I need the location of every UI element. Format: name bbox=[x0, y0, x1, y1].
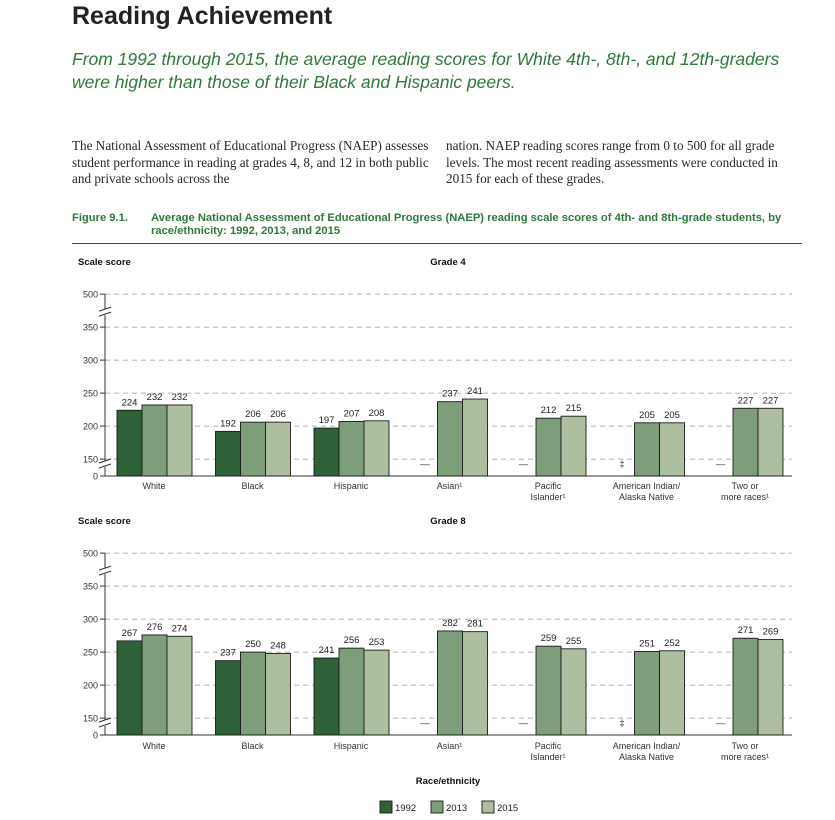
y-axis-label: Scale score bbox=[78, 516, 131, 527]
x-category-label: more races¹ bbox=[720, 492, 770, 502]
bar-2015 bbox=[561, 649, 586, 735]
x-category-label: Pacific bbox=[534, 741, 562, 751]
data-label: 241 bbox=[318, 645, 335, 657]
bar-2015 bbox=[561, 416, 586, 476]
bar-2013 bbox=[733, 408, 758, 476]
x-category-label: more races¹ bbox=[720, 752, 770, 762]
missing-data-marker: — bbox=[420, 718, 430, 729]
data-label: 227 bbox=[737, 395, 754, 407]
data-label: 259 bbox=[540, 633, 557, 645]
data-label: 212 bbox=[540, 405, 557, 417]
y-tick-label: 350 bbox=[82, 322, 98, 333]
data-label: 224 bbox=[121, 397, 138, 409]
page-title: Reading Achievement bbox=[72, 2, 333, 30]
bar-1992 bbox=[117, 410, 142, 476]
data-label: 205 bbox=[664, 409, 680, 421]
bar-1992 bbox=[216, 661, 241, 735]
y-tick-label: 0 bbox=[92, 730, 98, 741]
missing-data-marker: ‡ bbox=[619, 459, 625, 470]
y-tick-label: 150 bbox=[82, 454, 98, 465]
bar-1992 bbox=[117, 641, 142, 735]
data-label: 207 bbox=[343, 408, 360, 420]
y-tick-label: 500 bbox=[82, 289, 98, 300]
data-label: 241 bbox=[467, 386, 483, 398]
data-label: 206 bbox=[270, 409, 286, 421]
panel-title: Grade 8 bbox=[430, 516, 466, 527]
bar-2013 bbox=[635, 651, 660, 735]
data-label: 232 bbox=[146, 391, 163, 403]
legend-label: 2013 bbox=[446, 803, 468, 814]
y-tick-label: 350 bbox=[82, 581, 98, 592]
data-label: 271 bbox=[737, 625, 754, 637]
panel-title: Grade 4 bbox=[430, 257, 466, 268]
body-text-column-1: The National Assessment of Educational Progress (NAEP) assesses student performance in reading at grades 4, 8, and 12 in both public and private schools across the bbox=[72, 138, 429, 186]
missing-data-marker: — bbox=[420, 459, 430, 470]
data-label: 256 bbox=[343, 635, 360, 647]
bar-2013 bbox=[635, 423, 660, 476]
data-label: 206 bbox=[245, 409, 261, 421]
data-label: 232 bbox=[171, 391, 188, 403]
data-label: 208 bbox=[368, 407, 385, 419]
body-text-column-2: nation. NAEP reading scores range from 0 to 500 for all grade levels. The most recent reading assessments were conducted in 2015 for each of these grades. bbox=[446, 138, 778, 186]
data-label: 255 bbox=[565, 635, 582, 647]
data-label: 205 bbox=[639, 409, 655, 421]
bar-2013 bbox=[241, 422, 266, 476]
bar-2013 bbox=[241, 652, 266, 735]
x-category-label: Black bbox=[241, 481, 264, 491]
data-label: 281 bbox=[467, 618, 483, 630]
y-tick-label: 300 bbox=[82, 355, 98, 366]
missing-data-marker: — bbox=[715, 718, 726, 729]
bar-2013 bbox=[438, 402, 463, 476]
bar-1992 bbox=[216, 431, 241, 476]
bar-2013 bbox=[339, 421, 364, 476]
data-label: 250 bbox=[245, 639, 261, 651]
data-label: 248 bbox=[270, 640, 286, 652]
x-category-label: Black bbox=[241, 741, 264, 751]
data-label: 192 bbox=[220, 418, 236, 430]
y-tick-label: 150 bbox=[82, 713, 98, 724]
y-tick-label: 250 bbox=[82, 388, 98, 399]
data-label: 197 bbox=[318, 415, 335, 427]
bar-2015 bbox=[364, 421, 389, 476]
bar-2015 bbox=[167, 636, 192, 735]
missing-data-marker: — bbox=[518, 459, 529, 470]
missing-data-marker: — bbox=[715, 459, 726, 470]
y-tick-label: 200 bbox=[82, 421, 98, 432]
bar-2013 bbox=[142, 635, 167, 735]
x-category-label: Hispanic bbox=[333, 741, 369, 751]
y-axis-label: Scale score bbox=[78, 257, 131, 268]
legend-swatch-2013 bbox=[431, 801, 443, 813]
figure-title: Average National Assessment of Educational Progress (NAEP) reading scale scores of 4th- and 8th-grade students, by race/ethnicity: 1992, 2013, and 2015 bbox=[151, 212, 782, 237]
bar-2015 bbox=[167, 405, 192, 476]
y-tick-label: 300 bbox=[82, 614, 98, 625]
bar-2013 bbox=[536, 646, 561, 735]
x-category-label: American Indian/ bbox=[612, 741, 681, 751]
bar-2013 bbox=[536, 418, 561, 476]
figure-label: Figure 9.1. bbox=[72, 212, 128, 224]
bar-2015 bbox=[660, 423, 685, 476]
x-category-label: Islander¹ bbox=[530, 492, 566, 502]
bar-2015 bbox=[364, 650, 389, 735]
data-label: 215 bbox=[565, 403, 582, 415]
data-label: 276 bbox=[146, 621, 163, 633]
x-category-label: Two or bbox=[731, 741, 759, 751]
bar-2015 bbox=[660, 651, 685, 735]
bar-2015 bbox=[463, 399, 488, 476]
bar-2015 bbox=[463, 632, 488, 735]
data-label: 251 bbox=[639, 638, 655, 650]
x-category-label: Two or bbox=[731, 481, 759, 491]
bar-2013 bbox=[733, 638, 758, 735]
missing-data-marker: — bbox=[518, 718, 529, 729]
missing-data-marker: ‡ bbox=[619, 718, 625, 729]
y-tick-label: 200 bbox=[82, 680, 98, 691]
data-label: 227 bbox=[762, 395, 779, 407]
x-category-label: Alaska Native bbox=[618, 492, 675, 502]
x-category-label: Hispanic bbox=[333, 481, 369, 491]
y-tick-label: 0 bbox=[92, 471, 98, 482]
data-label: 253 bbox=[368, 637, 385, 649]
bar-2015 bbox=[758, 640, 783, 735]
x-category-label: Asian¹ bbox=[436, 481, 463, 491]
x-category-label: Alaska Native bbox=[618, 752, 675, 762]
y-tick-label: 250 bbox=[82, 647, 98, 658]
bar-1992 bbox=[314, 658, 339, 735]
x-category-label: American Indian/ bbox=[612, 481, 681, 491]
data-label: 269 bbox=[762, 626, 779, 638]
x-category-label: White bbox=[142, 481, 166, 491]
x-category-label: Asian¹ bbox=[436, 741, 463, 751]
x-axis-title: Race/ethnicity bbox=[415, 776, 481, 787]
x-category-label: Islander¹ bbox=[530, 752, 566, 762]
legend-swatch-2015 bbox=[482, 801, 494, 813]
x-category-label: Pacific bbox=[534, 481, 562, 491]
page-subtitle: From 1992 through 2015, the average reading scores for White 4th-, 8th-, and 12th-graders were higher than those of their Black and Hispanic peers. bbox=[72, 49, 780, 92]
data-label: 274 bbox=[171, 623, 188, 635]
bar-1992 bbox=[314, 428, 339, 476]
data-label: 252 bbox=[664, 637, 680, 649]
bar-2013 bbox=[339, 648, 364, 735]
bar-2015 bbox=[266, 653, 291, 735]
legend-label: 2015 bbox=[497, 803, 519, 814]
bar-2015 bbox=[758, 408, 783, 476]
legend-label: 1992 bbox=[395, 803, 417, 814]
y-tick-label: 500 bbox=[82, 548, 98, 559]
data-label: 237 bbox=[220, 647, 236, 659]
data-label: 237 bbox=[442, 388, 458, 400]
bar-2015 bbox=[266, 422, 291, 476]
legend-swatch-1992 bbox=[380, 801, 392, 813]
data-label: 282 bbox=[442, 617, 458, 629]
bar-2013 bbox=[438, 631, 463, 735]
x-category-label: White bbox=[142, 741, 166, 751]
data-label: 267 bbox=[121, 627, 138, 639]
bar-2013 bbox=[142, 405, 167, 476]
